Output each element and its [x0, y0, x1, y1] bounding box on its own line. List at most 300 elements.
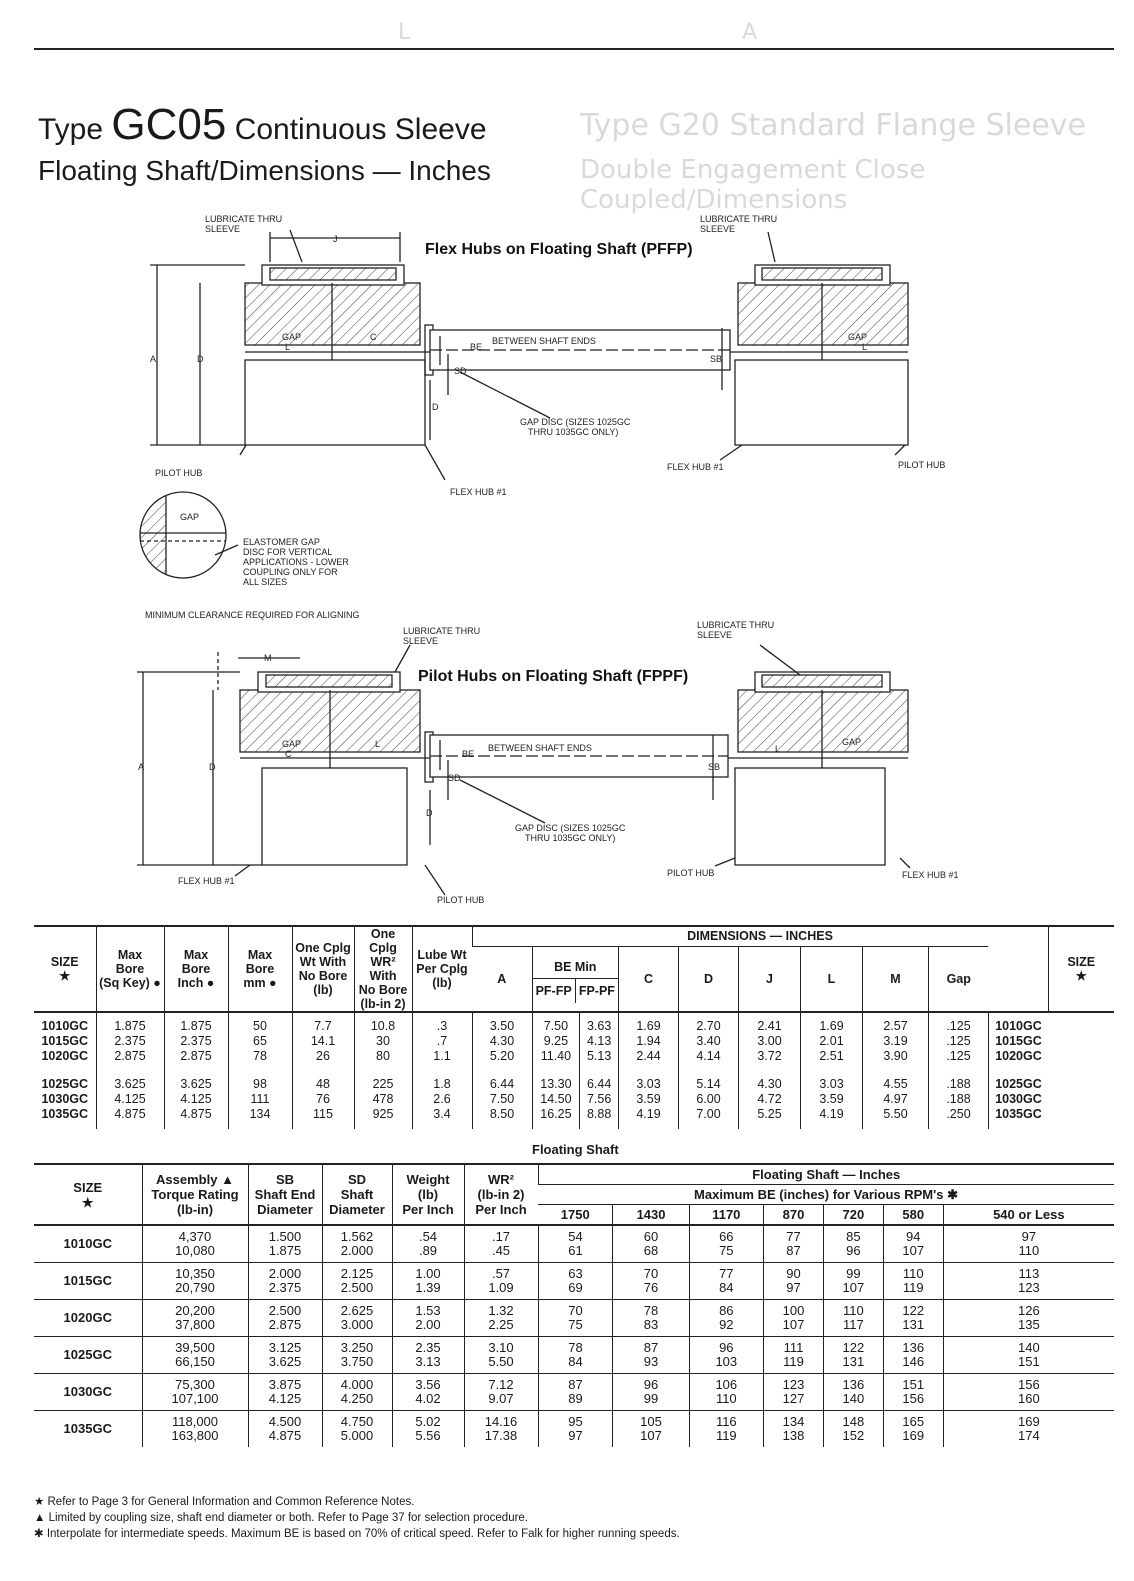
fs-be-cell-value: 96	[719, 1340, 734, 1355]
fppf-lubricate-right: LUBRICATE THRU	[697, 620, 775, 630]
pffp-gap-right: GAP	[848, 332, 868, 342]
size-cell: 1035GC	[41, 1107, 89, 1121]
fs-be-cell-value: 127	[782, 1391, 805, 1406]
fs-torque-cell-value: 20,790	[175, 1280, 215, 1295]
fs-torque-cell	[142, 1225, 248, 1263]
dim-cell: 80	[354, 1049, 412, 1071]
dim-cell: .125	[928, 1049, 988, 1071]
dim-cell: 2.51	[800, 1049, 862, 1071]
dim-cell: 5.20	[472, 1049, 532, 1071]
pffp-flex-hub-bottom: FLEX HUB #1	[450, 487, 507, 497]
dim-cell: 5.14	[678, 1071, 738, 1092]
fs-weight-cell-value: 3.13	[415, 1354, 441, 1369]
fppf-lubricate-left: LUBRICATE THRU	[403, 626, 481, 636]
dim-cell: 7.50	[532, 1012, 580, 1034]
dim-cell: 4.72	[738, 1092, 800, 1107]
fs-be-cell-value: 131	[902, 1317, 925, 1332]
fs-be-cell-value: 107	[640, 1428, 662, 1443]
fppf-pilot-hub-bottom: PILOT HUB	[437, 895, 485, 905]
dim-cell: 6.44	[472, 1071, 532, 1092]
size-cell: 1025GC	[988, 1071, 1048, 1092]
fs-be-cell-value: 160	[1018, 1391, 1040, 1406]
fs-be-cell-value: 92	[719, 1317, 734, 1332]
dim-cell: 2.375	[164, 1034, 228, 1049]
dim-cell: 2.6	[412, 1092, 472, 1107]
detail-circle	[140, 492, 238, 578]
fs-be-cell-value: 96	[643, 1377, 659, 1392]
fs-weight-cell	[392, 1225, 464, 1263]
fs-size-cell	[34, 1225, 142, 1263]
dim-cell: 65	[228, 1034, 292, 1049]
detail-line5: ALL SIZES	[243, 577, 288, 587]
pffp-lubricate-left-2: SLEEVE	[205, 224, 241, 234]
floating-shaft-table	[34, 1163, 1114, 1447]
fs-be-cell-value: 78	[643, 1303, 659, 1318]
fs-be-cell	[943, 1263, 1114, 1300]
dim-cell: 4.875	[96, 1107, 164, 1129]
fs-be-cell-value: 70	[643, 1266, 659, 1281]
fs-sd-cell-value: 2.125	[340, 1266, 374, 1281]
fs-be-cell-value: 97	[786, 1280, 801, 1295]
size-cell: 1020GC	[41, 1049, 89, 1063]
fs-sb-cell-value: 2.875	[268, 1317, 302, 1332]
fs-be-cell-value: 85	[846, 1229, 861, 1244]
dim-cell: 1.69	[800, 1012, 862, 1034]
fs-be-cell-value: 165	[902, 1414, 925, 1429]
fs-weight-cell-value: 3.56	[415, 1377, 441, 1392]
fs-be-cell-value: 106	[715, 1377, 738, 1392]
fs-be-cell-value: 135	[1018, 1317, 1040, 1332]
title-prefix: Type	[38, 113, 104, 146]
size-cell: 1030GC	[41, 1092, 89, 1106]
fs-be-cell	[764, 1374, 824, 1411]
dim-cell: 134	[228, 1107, 292, 1129]
fs-be-cell-value: 60	[643, 1229, 659, 1244]
dim-cell: .3	[412, 1012, 472, 1034]
fs-weight-cell	[392, 1337, 464, 1374]
fs-wr2-cell	[464, 1225, 538, 1263]
dim-cell: 1.8	[412, 1071, 472, 1092]
fs-be-cell-value: 94	[906, 1229, 921, 1244]
dim-cell: 2.01	[800, 1034, 862, 1049]
size-cell: 1025GC	[41, 1077, 89, 1091]
fppf-be: BE	[462, 749, 475, 759]
fs-sd-cell	[322, 1374, 392, 1411]
dim-cell: 4.55	[862, 1071, 928, 1092]
fs-wr2-cell	[464, 1300, 538, 1337]
fs-weight-cell-value: 2.35	[415, 1340, 441, 1355]
fppf-gap-disc-2: THRU 1035GC ONLY)	[525, 833, 616, 843]
fs-be-cell-value: 83	[643, 1317, 659, 1332]
fs-sd-cell-value: 2.625	[340, 1303, 374, 1318]
dim-cell: 3.59	[618, 1092, 678, 1107]
fppf-l-right: L	[775, 744, 781, 754]
fs-be-cell	[538, 1263, 613, 1300]
fs-be-cell-value: 110	[715, 1391, 737, 1406]
dim-cell: 4.14	[678, 1049, 738, 1071]
fs-be-cell-value: 69	[568, 1280, 583, 1295]
fs-be-cell	[943, 1300, 1114, 1337]
dims-row	[34, 1049, 1114, 1071]
dims-th-max-bore-mm: Max Bore mm ●	[228, 926, 292, 1012]
fs-be-cell	[613, 1337, 689, 1374]
dim-cell: 14.50	[532, 1092, 580, 1107]
fs-be-cell-value: 84	[719, 1280, 734, 1295]
dim-cell: 50	[228, 1012, 292, 1034]
pffp-between: BETWEEN SHAFT ENDS	[492, 336, 596, 346]
fs-be-cell	[613, 1411, 689, 1448]
dims-th-l: L	[800, 946, 862, 1012]
dims-th-size-right: SIZE ★	[1048, 926, 1114, 1012]
fppf-l-left: L	[375, 739, 381, 749]
dim-cell: 5.50	[862, 1107, 928, 1129]
fs-torque-cell-value: 20,200	[175, 1303, 215, 1318]
fs-be-cell	[764, 1263, 824, 1300]
dim-cell: 7.7	[292, 1012, 354, 1034]
rpm-header: 1430	[613, 1205, 689, 1226]
fs-be-cell	[689, 1337, 763, 1374]
dims-th-be-min	[532, 946, 618, 1012]
pffp-lubricate-right-2: SLEEVE	[700, 224, 736, 234]
rpm-header: 870	[764, 1205, 824, 1226]
dim-cell: .188	[928, 1071, 988, 1092]
dim-cell: 4.30	[738, 1071, 800, 1092]
fs-be-cell	[764, 1337, 824, 1374]
dims-th-gap: Gap	[928, 946, 988, 1012]
fs-wr2-cell-value: 1.32	[488, 1303, 514, 1318]
dim-cell: .7	[412, 1034, 472, 1049]
fs-wr2-cell-value: 5.50	[488, 1354, 514, 1369]
fs-sb-cell-value: 3.125	[268, 1340, 302, 1355]
fs-be-cell-value: 131	[842, 1354, 865, 1369]
fs-be-cell-value: 169	[1018, 1414, 1040, 1429]
dim-cell: 4.30	[472, 1034, 532, 1049]
fs-be-cell	[883, 1225, 943, 1263]
fs-sb-cell	[248, 1225, 322, 1263]
fppf-heading: Pilot Hubs on Floating Shaft (FPPF)	[418, 668, 689, 685]
fs-sd-cell	[322, 1225, 392, 1263]
fs-th-sd: SD Shaft Diameter	[322, 1164, 392, 1225]
fs-torque-cell-value: 163,800	[171, 1428, 219, 1443]
pffp-c: C	[370, 332, 377, 342]
fs-size-cell-value: 1025GC	[63, 1347, 112, 1362]
fs-be-cell-value: 68	[643, 1243, 659, 1258]
dims-th-m: M	[862, 946, 928, 1012]
dim-cell: 2.44	[618, 1049, 678, 1071]
fppf-a: A	[138, 762, 145, 772]
pffp-gap-disc-2: THRU 1035GC ONLY)	[528, 427, 619, 437]
dim-cell: 1.1	[412, 1049, 472, 1071]
fs-th-sb: SB Shaft End Diameter	[248, 1164, 322, 1225]
fs-be-cell-value: 100	[782, 1303, 805, 1318]
fs-row	[34, 1374, 1114, 1411]
dim-cell: 1.94	[618, 1034, 678, 1049]
size-cell: 1010GC	[988, 1012, 1048, 1034]
fs-sb-cell-value: 4.500	[268, 1414, 302, 1429]
dim-cell: 2.70	[678, 1012, 738, 1034]
dim-cell: 3.03	[800, 1071, 862, 1092]
dim-cell: 1.875	[164, 1012, 228, 1034]
dim-cell: 3.03	[618, 1071, 678, 1092]
note-general: ★ Refer to Page 3 for General Information and Common Reference Notes.	[34, 1496, 415, 1508]
fs-sd-cell-value: 2.000	[340, 1243, 374, 1258]
dim-cell: 8.88	[580, 1107, 619, 1129]
fs-sd-cell	[322, 1263, 392, 1300]
fs-be-cell-value: 86	[719, 1303, 734, 1318]
fs-be-cell	[883, 1374, 943, 1411]
fs-be-cell-value: 87	[643, 1340, 659, 1355]
pffp-pilot-hub-left: PILOT HUB	[155, 468, 203, 478]
be-pf-fp: PF-FP	[535, 983, 572, 998]
fppf-lubricate-right-2: SLEEVE	[697, 630, 733, 640]
fs-torque-cell-value: 118,000	[171, 1414, 219, 1429]
dim-cell: 16.25	[532, 1107, 580, 1129]
dims-row	[34, 1107, 1114, 1129]
fs-weight-cell-value: 5.56	[415, 1428, 441, 1443]
fppf-gap-disc: GAP DISC (SIZES 1025GC	[515, 823, 626, 833]
fs-be-cell	[823, 1300, 883, 1337]
fs-weight-cell-value: 1.53	[415, 1303, 441, 1318]
dim-cell: 7.50	[472, 1092, 532, 1107]
fppf-d: D	[209, 762, 216, 772]
fs-be-cell-value: 84	[568, 1354, 583, 1369]
fs-be-cell-value: 77	[719, 1266, 734, 1281]
dim-cell: 5.25	[738, 1107, 800, 1129]
fs-size-cell-value: 1020GC	[63, 1310, 112, 1325]
dims-row	[34, 1092, 1114, 1107]
size-cell: 1030GC	[988, 1092, 1048, 1107]
fs-be-cell-value: 107	[782, 1317, 805, 1332]
dim-cell: 78	[228, 1049, 292, 1071]
fs-be-cell	[764, 1300, 824, 1337]
fs-be-cell-value: 134	[782, 1414, 805, 1429]
fs-torque-cell-value: 10,080	[175, 1243, 215, 1258]
fs-weight-cell	[392, 1374, 464, 1411]
dimensions-table	[34, 925, 1114, 1129]
dims-th-c: C	[618, 946, 678, 1012]
fs-be-cell-value: 105	[640, 1414, 662, 1429]
fs-be-cell-value: 122	[842, 1340, 865, 1355]
fs-size-cell	[34, 1300, 142, 1337]
fs-be-cell-value: 97	[1021, 1229, 1037, 1244]
fs-weight-cell-value: 1.39	[415, 1280, 441, 1295]
note-limited: ▲ Limited by coupling size, shaft end diameter or both. Refer to Page 37 for selection procedure.	[34, 1512, 529, 1524]
fs-row	[34, 1263, 1114, 1300]
dim-cell: 2.41	[738, 1012, 800, 1034]
fs-weight-cell-value: 4.02	[415, 1391, 441, 1406]
fs-sd-cell-value: 4.250	[340, 1391, 374, 1406]
be-fp-pf: FP-PF	[575, 979, 618, 1003]
fs-wr2-cell-value: .17	[491, 1229, 511, 1244]
fs-sb-cell-value: 2.375	[268, 1280, 302, 1295]
dims-th-weight: One Cplg Wt With No Bore (lb)	[292, 926, 354, 1012]
dim-cell: 76	[292, 1092, 354, 1107]
fs-wr2-cell-value: 9.07	[488, 1391, 514, 1406]
fs-be-cell-value: 110	[902, 1266, 924, 1281]
fs-sb-cell-value: 1.500	[268, 1229, 302, 1244]
pffp-sd: SD	[454, 366, 467, 376]
fs-be-cell-value: 76	[643, 1280, 659, 1295]
floating-shaft-caption: Floating Shaft	[532, 1142, 619, 1157]
dim-cell: 4.125	[164, 1092, 228, 1107]
fs-be-cell	[613, 1225, 689, 1263]
fs-torque-cell	[142, 1263, 248, 1300]
dim-cell: 115	[292, 1107, 354, 1129]
fs-be-cell	[538, 1300, 613, 1337]
fs-be-cell-value: 174	[1018, 1428, 1040, 1443]
title-suffix: Continuous Sleeve	[234, 113, 487, 146]
fs-sd-cell-value: 1.562	[340, 1229, 374, 1244]
ghost-letter-l: L	[398, 20, 411, 45]
fs-sb-cell-value: 2.000	[268, 1266, 302, 1281]
fs-be-cell	[764, 1411, 824, 1448]
fs-sd-cell-value: 3.250	[340, 1340, 374, 1355]
fs-be-cell	[613, 1300, 689, 1337]
fs-size-cell	[34, 1374, 142, 1411]
fs-sd-cell-value: 3.750	[340, 1354, 374, 1369]
dims-th-dimensions: DIMENSIONS — INCHES	[472, 926, 1048, 946]
dim-cell: 3.625	[164, 1071, 228, 1092]
size-cell: 1035GC	[988, 1107, 1048, 1129]
fs-torque-cell-value: 66,150	[175, 1354, 215, 1369]
pffp-flex-hub-right: FLEX HUB #1	[667, 462, 724, 472]
fs-be-cell-value: 95	[568, 1414, 583, 1429]
fs-sb-cell	[248, 1411, 322, 1448]
rpm-header: 580	[883, 1205, 943, 1226]
fs-torque-cell-value: 39,500	[175, 1340, 215, 1355]
fppf-flex-hub-left: FLEX HUB #1	[178, 876, 235, 886]
pffp-be: BE	[470, 342, 483, 352]
rpm-header: 540 or Less	[943, 1205, 1114, 1226]
dim-cell: 3.59	[800, 1092, 862, 1107]
fs-be-cell	[538, 1374, 613, 1411]
fs-be-cell-value: 136	[902, 1340, 925, 1355]
ghost-letter-a: A	[742, 20, 758, 45]
dims-row	[34, 1071, 1114, 1092]
fs-th-torque: Assembly ▲ Torque Rating (lb-in)	[142, 1164, 248, 1225]
fs-be-cell	[613, 1263, 689, 1300]
fs-be-cell	[538, 1411, 613, 1448]
fs-weight-cell-value: 2.00	[415, 1317, 441, 1332]
size-cell: 1010GC	[41, 1019, 89, 1033]
fs-be-cell	[823, 1225, 883, 1263]
fs-th-max-be: Maximum BE (inches) for Various RPM's ✱	[538, 1185, 1114, 1205]
diagram-pffp	[150, 230, 908, 480]
fppf-lubricate-left-2: SLEEVE	[403, 636, 439, 646]
fs-wr2-cell-value: 17.38	[484, 1428, 518, 1443]
dim-cell: 2.875	[96, 1049, 164, 1071]
dims-th-size: SIZE ★	[34, 926, 96, 1012]
pffp-d2: D	[432, 402, 439, 412]
dim-cell: 3.4	[412, 1107, 472, 1129]
fs-sd-cell-value: 2.500	[340, 1280, 374, 1295]
fs-be-cell-value: 87	[786, 1243, 801, 1258]
fs-size-cell-value: 1035GC	[63, 1421, 112, 1436]
fppf-gap-right: GAP	[842, 737, 862, 747]
fs-torque-cell	[142, 1411, 248, 1448]
fs-be-cell-value: 136	[842, 1377, 865, 1392]
fs-wr2-cell-value: .45	[491, 1243, 511, 1258]
pffp-lubricate-left: LUBRICATE THRU	[205, 214, 283, 224]
dim-cell: 4.13	[580, 1034, 619, 1049]
fs-be-cell	[538, 1337, 613, 1374]
fs-torque-cell-value: 4,370	[178, 1229, 212, 1244]
dim-cell: 6.44	[580, 1071, 619, 1092]
fs-be-cell	[538, 1225, 613, 1263]
fs-be-cell-value: 122	[902, 1303, 925, 1318]
pffp-d: D	[197, 354, 204, 364]
dim-cell: 11.40	[532, 1049, 580, 1071]
dim-cell: 26	[292, 1049, 354, 1071]
fs-sb-cell-value: 3.625	[268, 1354, 302, 1369]
dim-cell: 4.97	[862, 1092, 928, 1107]
fs-torque-cell-value: 107,100	[171, 1391, 219, 1406]
fs-be-cell-value: 75	[719, 1243, 734, 1258]
dims-th-wr2: One Cplg WR² With No Bore (lb-in 2)	[354, 926, 412, 1012]
dim-cell: 13.30	[532, 1071, 580, 1092]
pffp-l-right: L	[862, 342, 868, 352]
fs-be-cell	[943, 1337, 1114, 1374]
fs-be-cell	[823, 1337, 883, 1374]
dim-cell: .188	[928, 1092, 988, 1107]
fs-weight-cell-value: 5.02	[415, 1414, 441, 1429]
dims-th-lube: Lube Wt Per Cplg (lb)	[412, 926, 472, 1012]
fs-be-cell	[689, 1225, 763, 1263]
detail-line3: APPLICATIONS - LOWER	[243, 557, 349, 567]
fs-be-cell-value: 77	[786, 1229, 801, 1244]
dim-cell: .125	[928, 1012, 988, 1034]
fs-sb-cell	[248, 1337, 322, 1374]
footnotes	[34, 1494, 680, 1542]
fs-be-cell-value: 113	[1018, 1266, 1040, 1281]
fs-sb-cell	[248, 1374, 322, 1411]
dim-cell: 111	[228, 1092, 292, 1107]
fs-be-cell-value: 146	[902, 1354, 925, 1369]
dim-cell: 10.8	[354, 1012, 412, 1034]
dim-cell: 30	[354, 1034, 412, 1049]
fs-wr2-cell-value: 2.25	[488, 1317, 514, 1332]
dim-cell: 1.875	[96, 1012, 164, 1034]
fs-be-cell-value: 110	[843, 1303, 864, 1318]
fs-be-cell	[689, 1374, 763, 1411]
fs-size-cell	[34, 1263, 142, 1300]
dim-cell: 225	[354, 1071, 412, 1092]
fs-be-cell	[823, 1374, 883, 1411]
dim-cell: 4.875	[164, 1107, 228, 1129]
fs-be-cell-value: 119	[902, 1280, 924, 1295]
fs-be-cell-value: 99	[643, 1391, 659, 1406]
be-min-subheads	[533, 979, 618, 1003]
fs-wr2-cell	[464, 1411, 538, 1448]
rpm-header: 1170	[689, 1205, 763, 1226]
fs-be-cell-value: 103	[715, 1354, 738, 1369]
dims-th-max-bore-sq: Max Bore (Sq Key) ●	[96, 926, 164, 1012]
fppf-gap-left: GAP	[282, 739, 302, 749]
be-min-label: BE Min	[533, 955, 618, 979]
fs-be-cell-value: 116	[715, 1414, 737, 1429]
dim-cell: 4.19	[800, 1107, 862, 1129]
fs-torque-cell	[142, 1374, 248, 1411]
fs-wr2-cell-value: .57	[491, 1266, 511, 1281]
dim-cell: 2.375	[96, 1034, 164, 1049]
fs-weight-cell	[392, 1263, 464, 1300]
fs-wr2-cell	[464, 1374, 538, 1411]
note-interpolate: ✱ Interpolate for intermediate speeds. Maximum BE is based on 70% of critical speed. Refer to Falk for higher running speeds.	[34, 1528, 680, 1540]
fs-be-cell-value: 78	[568, 1340, 583, 1355]
fs-be-cell-value: 156	[902, 1391, 925, 1406]
fs-be-cell-value: 152	[842, 1428, 865, 1443]
dim-cell: 478	[354, 1092, 412, 1107]
